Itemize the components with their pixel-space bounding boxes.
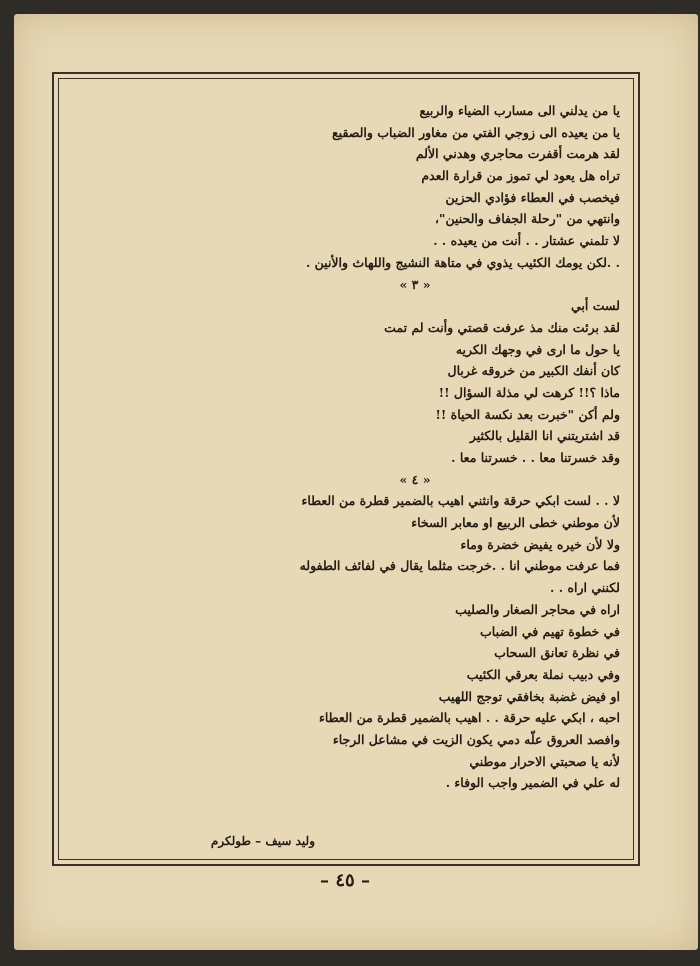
poem-line: احبه ، ابكي عليه حرقة . . اهيب بالضمير قطرة من العطاء [318,710,620,726]
poem-line: . .لكن يومك الكئيب يذوي في متاهة النشيج واللهاث والأنين . [305,254,620,270]
poem-line: لا تلمني عشتار . . أنت من يعيده . . [433,233,620,249]
poem-line: لأن موطني خطى الربيع او معابر السخاء [411,515,620,531]
poem-line: يا من يعيده الى زوجي الفتي من مغاور الضباب والصقيع [332,124,620,140]
author-signature: وليد سيف – طولكرم [210,834,315,848]
poem-line: ولا لأن خيره يفيض خضرة وماء [460,536,620,552]
poem-line: قد اشتريتني انا القليل بالكثير [469,428,620,444]
poem-line: تراه هل يعود لي تموز من قرارة العدم [421,168,620,184]
poem-line: في نظرة تعانق السحاب [494,645,620,661]
poem-line: لا . . لست ابكي حرقة وانثني اهيب بالضمير قطرة من العطاء [301,493,620,509]
poem-line: لقد هرمت أقفرت محاجري وهدني الألم [415,146,620,162]
section-number-4: « ٤ » [399,471,431,487]
poem-line: في خطوة تهيم في الضباب [480,623,620,639]
poem-line: لأنه يا صحبتي الاحرار موطني [469,753,620,769]
page-number: – ٤٥ – [320,870,370,891]
poem-line: وفي دبيب نملة بعرقي الكئيب [466,666,620,682]
section-number-3: « ٣ » [399,276,431,292]
poem-line: يا حول ما ارى في وجهك الكريه [455,341,620,357]
poem-line: وانتهي من "رحلة الجفاف والحنين"، [434,211,620,227]
poem-line: يا من يدلني الى مسارب الضياء والربيع [419,103,620,118]
poem-line: ولم أكن "خبرت بعد نكسة الحياة !! [435,406,620,422]
poem-line: لقد برئت منك مذ عرفت قصتي وأنت لم تمت [384,319,620,335]
poem-line: كان أنفك الكبير من خروقه غربال [447,363,620,379]
poem-line: ماذا ؟!! كرهت لي مذلة السؤال !! [438,384,620,400]
poem-line: وقد خسرتنا معا . . خسرتنا معا . [451,450,620,465]
poem-line: اراه في محاجر الصغار والصليب [455,601,620,617]
poem-line: وافصد العروق علّه دمي يكون الزيت في مشاعل الرجاء [332,731,620,747]
poem-line: فيخصب في العطاء فؤادي الحزين [445,189,620,205]
poem-body [150,100,620,794]
poem-line: او فيض غضبة بخافقي توجج اللهيب [438,688,620,704]
poem-line: له علي في الضمير واجب الوفاء . [445,775,620,791]
poem-line: لكنني اراه . . [550,580,620,596]
poem-line: لست أبي [571,298,620,314]
poem-line: فما عرفت موطني انا . .خرجت مثلما يقال في لفائف الطفوله [299,558,620,574]
